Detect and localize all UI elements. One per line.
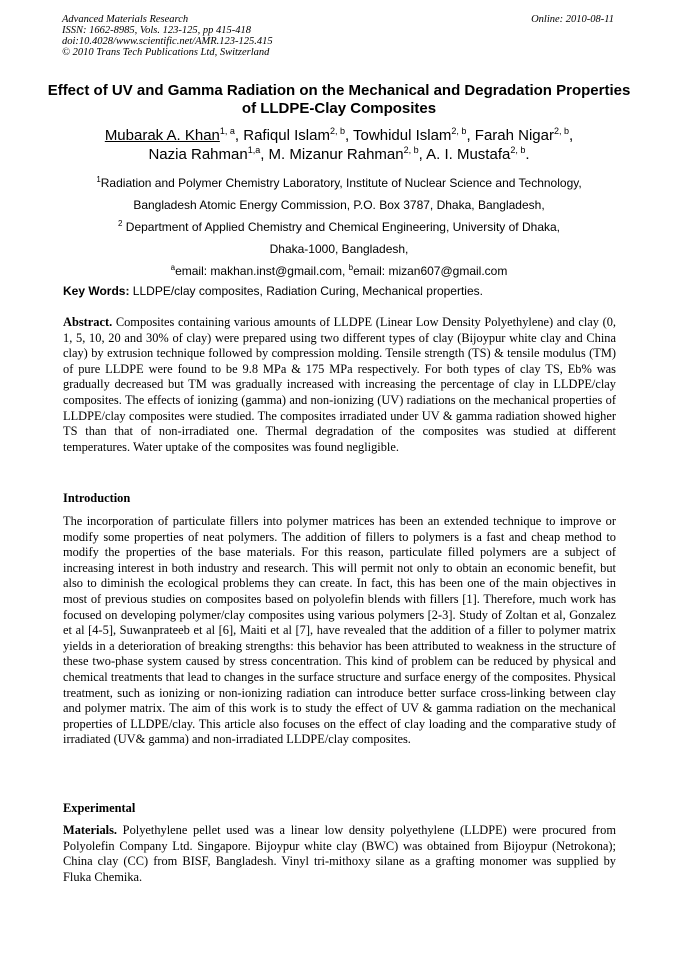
materials-paragraph: [63, 823, 616, 885]
author-name: A. I. Mustafa: [426, 146, 511, 163]
keywords-label: Key Words:: [63, 284, 130, 298]
author-separator: ,: [418, 146, 427, 163]
issn-line: ISSN: 1662-8985, Vols. 123-125, pp 415-418: [62, 25, 251, 36]
author-affiliation-marker: 2, b: [403, 145, 419, 155]
affiliation-marker: 2: [118, 219, 123, 228]
affiliation-2-line-2: Dhaka-1000, Bangladesh,: [269, 242, 409, 256]
journal-header: [62, 14, 273, 58]
affiliation-1-line-2: Bangladesh Atomic Energy Commission, P.O. Box 3787, Dhaka, Bangladesh,: [133, 198, 545, 212]
author-affiliation-marker: 2, b: [451, 126, 467, 136]
author-name: Farah Nigar: [474, 127, 554, 144]
paper-title: Effect of UV and Gamma Radiation on the Mechanical and Degradation Properties of LLDPE-Clay Composites: [47, 82, 631, 117]
introduction-text: The incorporation of particulate fillers into polymer matrices has been an extended technique to improve or modify some properties of neat polymers. The addition of fillers to polymers is a fast and cheap method to modify the properties of the base materials. For this reason, particulate filled polymers are a subject of increasing interest in both industry and research. This will permit not only to obtain an economic benefit, but also to diminish the ecological problems they can create. In fact, this has been one of the main objectives in most of previous studies on composites based on polyolefin blends with fillers [1]. Therefore, much work has focused on developing polymer/clay composites using various polymers [2-3]. Study of Zoltan et al, Gonzalez et al [4-5], Suwanprateeb et al [6], Maiti et al [7], have revealed that the addition of a filler to polymer matrix yields in a deterioration of breaking strengths: this behavior has been attributed to weakness in the structure of these two-phase system caused by stress concentration. This kind of problem can be reduced by physical and chemical treatments that lead to changes in the surface structure and surface energy of the composites. Physical treatment, such as ionizing or non-ionizing radiation can introduce better surface cross-linking between clay and polymer matrix. The aim of this work is to study the effect of UV & gamma radiation on the mechanical properties of LLDPE/clay. This article also focuses on the effect of clay loading and the comparative study of irradiated (UV& gamma) and non-irradiated LLDPE/clay composites.: [63, 514, 616, 747]
author-list: [30, 126, 648, 164]
abstract-text: Composites containing various amounts of LLDPE (Linear Low Density Polyethylene) and clay (0, 1, 5, 10, 20 and 30% of clay) were prepared using two different types of clay (Bijoypur white clay and China clay) by extrusion technique followed by compression molding. Tensile strength (TS) & tensile modulus (TM) of pure LLDPE were found to be 9.8 MPa & 175 MPa respectively. For both types of clay TS, Eb% was gradually decreased but TM was gradually increased with increasing the percentage of clay in LLDPE/clay composites. The effects of ionizing (gamma) and non-ionizing (UV) radiations on the mechanical properties of LLDPE/clay composites were studied. The composites irradiated under UV & gamma radiation showed higher TS than that of non-irradiated one. Thermal degradation of the composites was studied at different temperatures. Water uptake of the composites was found negligible.: [63, 315, 616, 454]
author-separator: ,: [344, 127, 354, 144]
abstract-label: Abstract.: [63, 315, 113, 329]
online-date: Online: 2010-08-11: [531, 14, 614, 25]
email-marker: a: [170, 263, 176, 272]
author-name: Towhidul Islam: [353, 127, 452, 144]
author-affiliation-marker: 2, b: [329, 126, 345, 136]
author-name: Nazia Rahman: [148, 146, 248, 163]
journal-name: Advanced Materials Research: [62, 14, 189, 25]
author-separator: ,: [569, 127, 574, 144]
affiliation-1-line-1: $^1$Radiation and Polymer Chemistry Laboratory, Institute of Nuclear Science and Technology,: [96, 175, 582, 190]
author-separator: ,: [234, 127, 244, 144]
author-separator: ,: [260, 146, 269, 163]
materials-label: Materials.: [63, 823, 118, 837]
materials-text: Polyethylene pellet used was a linear low density polyethylene (LLDPE) were procured from Polyolefin Company Ltd. Singapore. Bijoypur white clay (BWC) was obtained from Bijoypur (Netrokona); China clay (CC) from BISF, Bangladesh. Vinyl tri-mithoxy silane as a grafting monomer was supplied by Fluka Chemika.: [63, 823, 616, 884]
author-affiliation-marker: 1,a: [247, 145, 261, 155]
keywords: [63, 284, 615, 298]
author-affiliation-marker: 2, b: [553, 126, 569, 136]
copyright-line: © 2010 Trans Tech Publications Ltd, Switzerland: [62, 47, 270, 58]
email-a: email: makhan.inst@gmail.com,: [175, 264, 349, 278]
author-name: Rafiqul Islam: [243, 127, 330, 144]
keywords-text: LLDPE/clay composites, Radiation Curing, Mechanical properties.: [129, 284, 483, 298]
email-line: [30, 260, 648, 282]
author-separator: ,: [466, 127, 475, 144]
author-affiliation-marker: 1, a: [219, 126, 235, 136]
affiliation-2-line-1: $^2$ Department of Applied Chemistry and Chemical Engineering, University of Dhaka,: [118, 219, 560, 234]
author-separator: .: [525, 146, 530, 163]
introduction-heading: Introduction: [63, 491, 131, 505]
affiliation-marker: 1: [96, 175, 101, 184]
affiliations: [30, 172, 648, 282]
email-b: email: mizan607@gmail.com: [353, 264, 508, 278]
author-name: M. Mizanur Rahman: [268, 146, 404, 163]
author-affiliation-marker: 2, b: [510, 145, 526, 155]
email-marker: b: [348, 263, 354, 272]
experimental-heading: Experimental: [63, 801, 136, 815]
doi-line: doi:10.4028/www.scientific.net/AMR.123-125.415: [62, 36, 273, 47]
abstract: [63, 315, 616, 455]
author-name: Mubarak A. Khan: [104, 127, 220, 144]
